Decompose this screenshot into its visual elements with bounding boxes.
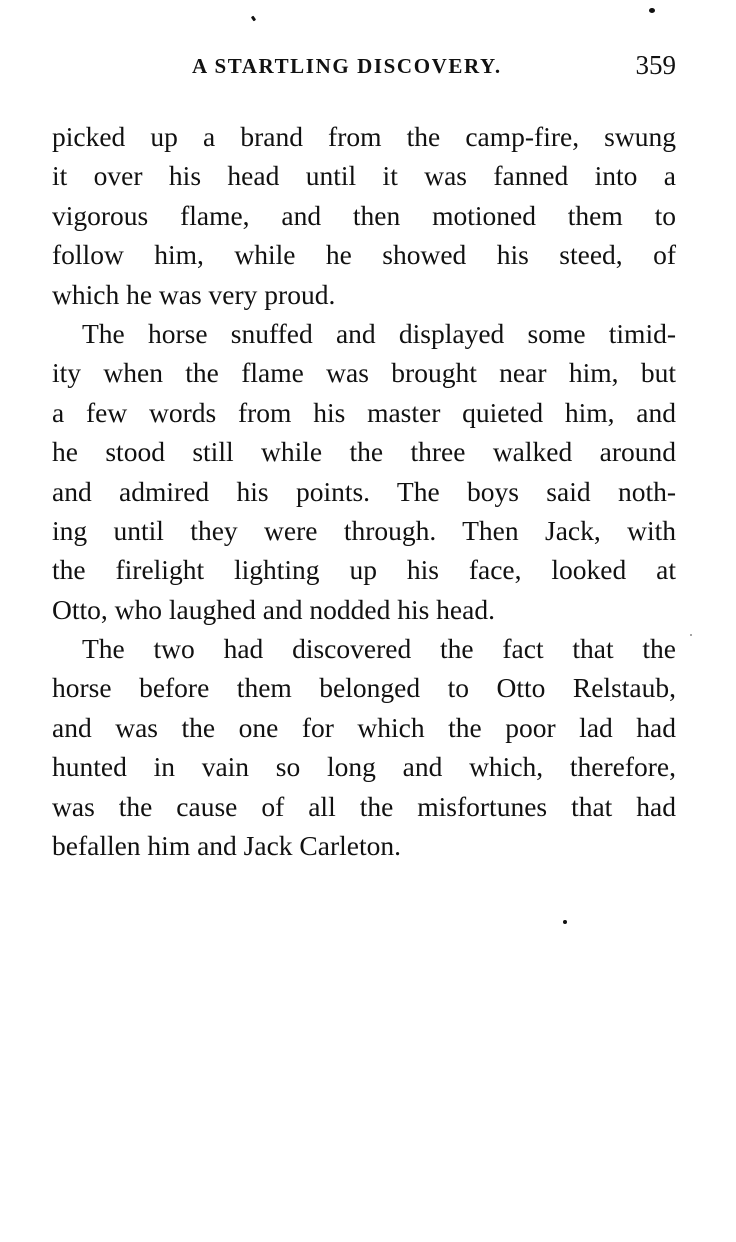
text-line: which he was very proud. bbox=[52, 278, 336, 310]
body-text bbox=[52, 117, 676, 865]
text-line: befallen him and Jack Carleton. bbox=[52, 830, 401, 862]
text-line: was the cause of all the misfortunes that had bbox=[52, 790, 676, 822]
text-line: hunted in vain so long and which, therefore, bbox=[52, 751, 676, 783]
text-line: ing until they were through. Then Jack, with bbox=[52, 514, 676, 546]
scan-speck bbox=[563, 920, 567, 924]
text-line: horse before them belonged to Otto Relstaub, bbox=[52, 672, 676, 704]
scan-speck bbox=[251, 16, 256, 22]
text-line: The horse snuffed and displayed some timid- bbox=[82, 317, 676, 349]
text-line: the firelight lighting up his face, looked at bbox=[52, 554, 676, 586]
text-line: a few words from his master quieted him, and bbox=[52, 396, 676, 428]
text-line: and admired his points. The boys said noth- bbox=[52, 475, 676, 507]
scan-speck bbox=[690, 634, 692, 636]
text-line: The two had discovered the fact that the bbox=[82, 633, 676, 665]
running-title: A STARTLING DISCOVERY. bbox=[192, 54, 502, 78]
scan-speck bbox=[649, 8, 655, 13]
text-line: he stood still while the three walked around bbox=[52, 436, 676, 468]
text-line: it over his head until it was fanned into a bbox=[52, 160, 676, 192]
text-line: ity when the flame was brought near him, but bbox=[52, 357, 676, 389]
text-line: picked up a brand from the camp-fire, swung bbox=[52, 121, 676, 152]
text-line: vigorous flame, and then motioned them to bbox=[52, 199, 676, 231]
text-line: Otto, who laughed and nodded his head. bbox=[52, 593, 495, 625]
text-line: follow him, while he showed his steed, of bbox=[52, 239, 676, 271]
page-number: 359 bbox=[635, 50, 676, 80]
text-line: and was the one for which the poor lad had bbox=[52, 711, 676, 743]
running-head bbox=[52, 50, 676, 84]
